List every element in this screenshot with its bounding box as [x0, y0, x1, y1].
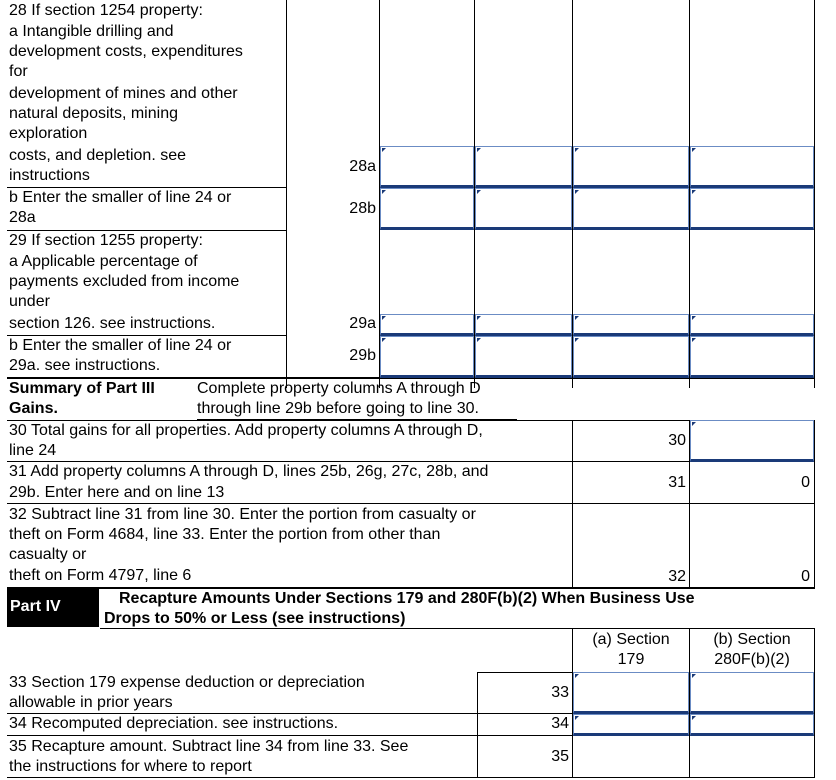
grid-line [572, 420, 573, 588]
line28a-text: development of mines and other [9, 85, 238, 102]
grid-line [814, 0, 815, 388]
line30-total-input[interactable] [690, 420, 814, 462]
line29a-text: under [9, 293, 50, 310]
part4-title: Drops to 50% or Less (see instructions) [104, 610, 406, 627]
line35-text: 35 Recapture amount. Subtract line 34 from line 33. See [9, 738, 409, 755]
line29a-column-c-input[interactable] [573, 314, 689, 336]
line28b-column-a-input[interactable] [380, 188, 474, 230]
line28b-column-d-input[interactable] [690, 188, 814, 230]
line33-text: 33 Section 179 expense deduction or depreciation [9, 674, 365, 691]
line29b-text: 29a. see instructions. [9, 357, 161, 374]
summary-title: Gains. [9, 400, 58, 417]
line-ref-35: 35 [551, 748, 569, 765]
line28a-text: costs, and depletion. see [9, 147, 187, 164]
line35-text: the instructions for where to report [9, 758, 252, 775]
line28b-column-b-input[interactable] [475, 188, 572, 230]
line29a-column-b-input[interactable] [475, 314, 572, 336]
line29b-column-d-input[interactable] [690, 336, 814, 378]
grid-line [286, 230, 287, 388]
line-ref-29b: 29b [349, 347, 376, 364]
grid-line [814, 420, 815, 588]
line-ref-32: 32 [668, 568, 686, 585]
grid-line [814, 628, 815, 778]
line28a-text: instructions [9, 167, 90, 184]
line28b-column-c-input[interactable] [573, 188, 689, 230]
line29-header: 29 If section 1255 property: [9, 232, 203, 249]
line29b-column-b-input[interactable] [475, 336, 572, 378]
line28a-column-b-input[interactable] [475, 146, 572, 188]
line32-text: 32 Subtract line 31 from line 30. Enter the portion from casualty or [9, 506, 476, 523]
line29b-column-a-input[interactable] [380, 336, 474, 378]
line29b-column-c-input[interactable] [573, 336, 689, 378]
line31-text: 29b. Enter here and on line 13 [9, 484, 225, 501]
line28a-column-d-input[interactable] [690, 146, 814, 188]
line29a-column-d-input[interactable] [690, 314, 814, 336]
line28a-column-c-input[interactable] [573, 146, 689, 188]
line29a-text: a Applicable percentage of [9, 253, 198, 270]
part4-label-box [7, 589, 99, 627]
line28b-text: 28a [9, 209, 36, 226]
part4-title: Recapture Amounts Under Sections 179 and 280F(b)(2) When Business Use [119, 590, 695, 607]
line28b-text: b Enter the smaller of line 24 or [9, 189, 232, 206]
line28a-column-a-input[interactable] [380, 146, 474, 188]
line-ref-30: 30 [668, 432, 686, 449]
grid-line [197, 419, 517, 420]
line34-section179-input[interactable] [573, 714, 689, 736]
line29a-text: section 126. see instructions. [9, 315, 216, 332]
col-a-header: 179 [617, 651, 645, 668]
col-b-header: 280F(b)(2) [714, 651, 790, 668]
col-b-header: (b) Section [713, 631, 791, 648]
part4-label: Part IV [10, 598, 61, 615]
line30-text: 30 Total gains for all properties. Add property columns A through D, [9, 422, 483, 439]
line32-value: 0 [801, 568, 810, 585]
grid-line [286, 0, 287, 230]
line-ref-28b: 28b [349, 200, 376, 217]
line34-text: 34 Recomputed depreciation. see instructions. [9, 715, 339, 732]
line29b-text: b Enter the smaller of line 24 or [9, 337, 232, 354]
summary-desc: through line 29b before going to line 30. [197, 400, 479, 417]
line33-section280f-input[interactable] [690, 672, 814, 714]
line28a-text: development costs, expenditures [9, 43, 243, 60]
line-ref-33: 33 [551, 684, 569, 701]
line32-text: theft on Form 4797, line 6 [9, 567, 192, 584]
line32-text: casualty or [9, 546, 87, 563]
line29a-column-a-input[interactable] [380, 314, 474, 336]
line31-value: 0 [801, 474, 810, 491]
line34-section280f-input[interactable] [690, 714, 814, 736]
grid-line [477, 672, 478, 778]
line28a-text: exploration [9, 125, 88, 142]
line-ref-29a: 29a [349, 315, 376, 332]
line33-section179-input[interactable] [573, 672, 689, 714]
line28a-text: a Intangible drilling and [9, 23, 174, 40]
summary-title: Summary of Part III [9, 380, 155, 397]
line28a-text: for [9, 63, 28, 80]
line30-text: line 24 [9, 442, 57, 459]
line-ref-28a: 28a [349, 158, 376, 175]
line29a-text: payments excluded from income [9, 273, 240, 290]
line32-text: theft on Form 4684, line 33. Enter the portion from other than [9, 526, 441, 543]
line33-text: allowable in prior years [9, 694, 173, 711]
summary-desc: Complete property columns A through D [197, 380, 481, 397]
line-ref-34: 34 [551, 715, 569, 732]
line-ref-31: 31 [668, 474, 686, 491]
line28-header: 28 If section 1254 property: [9, 2, 203, 19]
col-a-header: (a) Section [592, 631, 670, 648]
line28a-text: natural deposits, mining [9, 105, 178, 122]
line31-text: 31 Add property columns A through D, lines 25b, 26g, 27c, 28b, and [9, 463, 489, 480]
